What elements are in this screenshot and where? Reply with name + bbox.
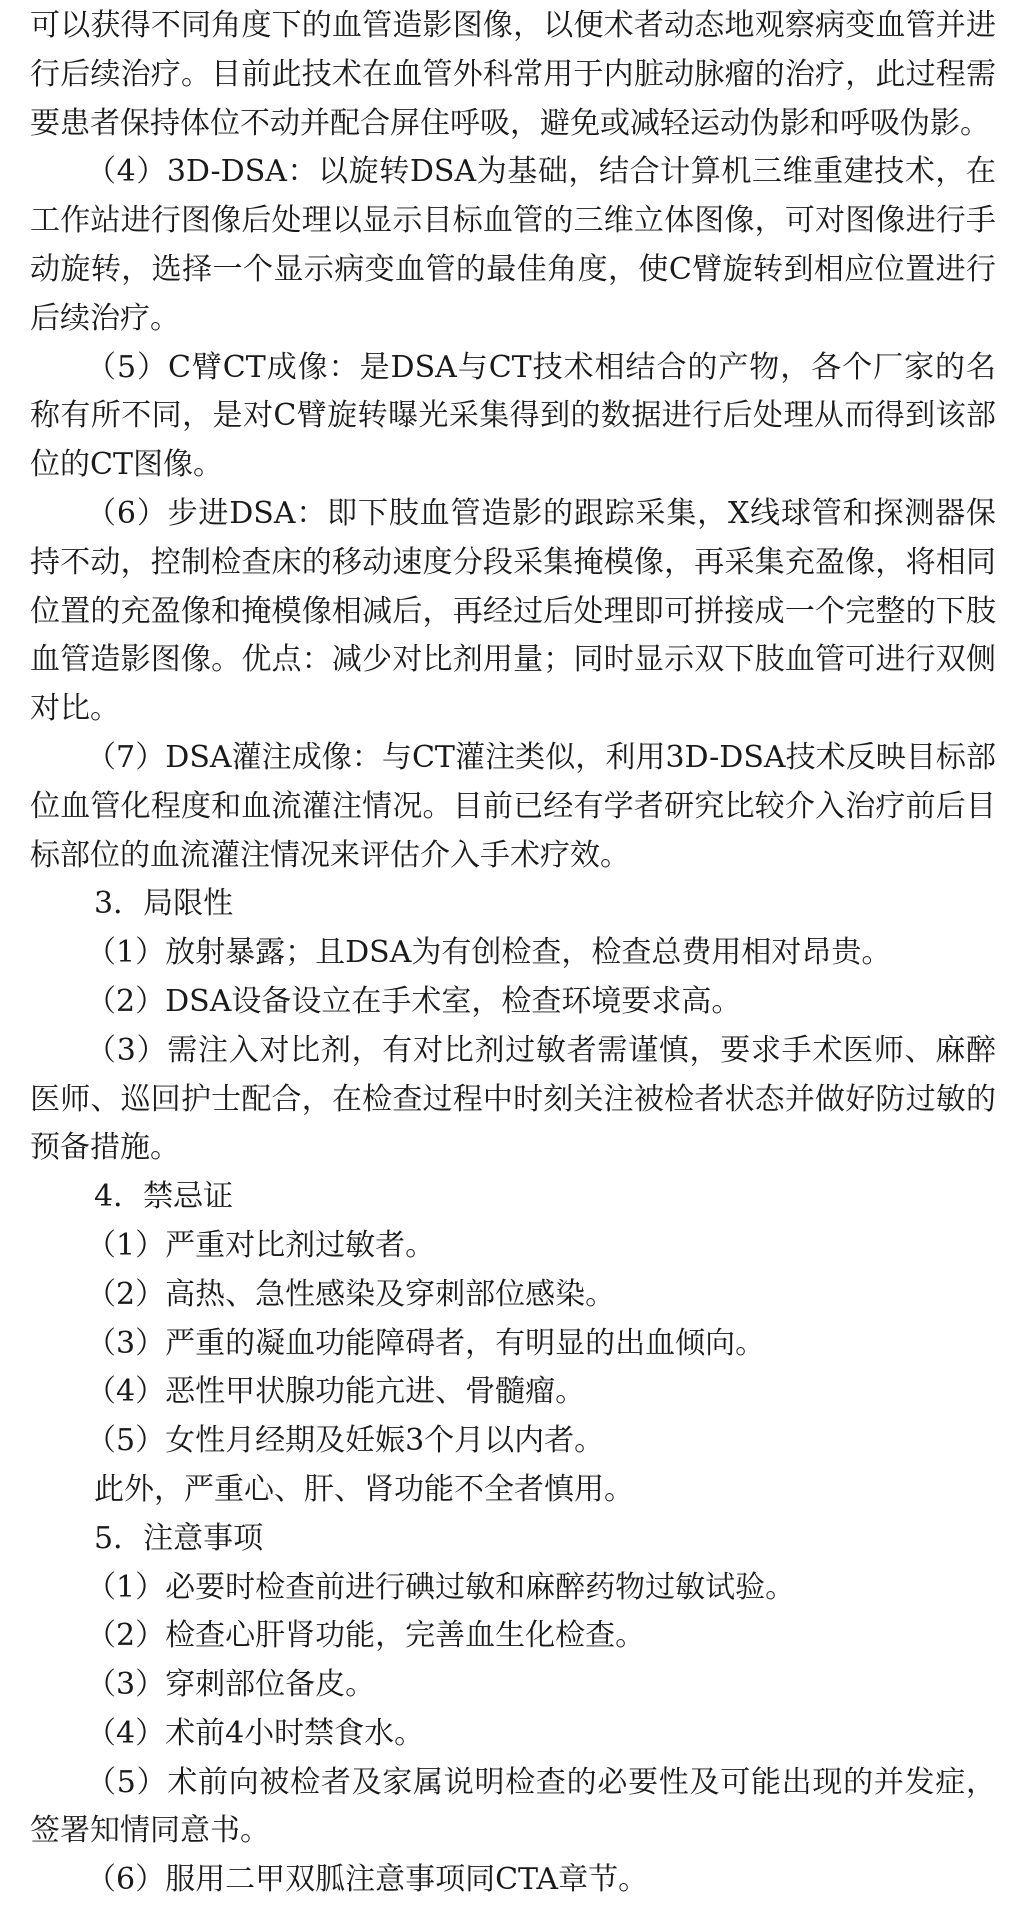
paragraph-continuation: 可以获得不同角度下的血管造影图像，以便术者动态地观察病变血管并进行后续治疗。目前此技术在血管外科常用于内脏动脉瘤的治疗，此过程需要患者保持体位不动并配合屏住呼吸，避免或减轻运动伪影和呼吸伪影。	[30, 8, 996, 141]
precaution-item-2: （2）检查心肝肾功能，完善血生化检查。	[86, 1618, 646, 1654]
document-body	[30, 2, 996, 1905]
paragraph-dsa-perfusion: （7）DSA灌注成像：与CT灌注类似，利用3D-DSA技术反映目标部位血管化程度和血流灌注情况。目前已经有学者研究比较介入治疗前后目标部位的血流灌注情况来评估介入手术疗效。	[30, 739, 996, 873]
section-heading-contraindications: 4．禁忌证	[94, 1179, 234, 1215]
section-heading-limitations: 3．局限性	[94, 886, 234, 922]
precaution-item-4: （4）术前4小时禁食水。	[86, 1715, 425, 1751]
contraindication-note: 此外，严重心、肝、肾功能不全者慎用。	[94, 1471, 634, 1507]
contraindication-item-4: （4）恶性甲状腺功能亢进、骨髓瘤。	[86, 1374, 586, 1410]
contraindication-item-2: （2）高热、急性感染及穿刺部位感染。	[86, 1276, 616, 1312]
section-heading-precautions: 5．注意事项	[94, 1520, 264, 1556]
limitation-item-2: （2）DSA设备设立在手术室，检查环境要求高。	[86, 983, 742, 1019]
precaution-item-3: （3）穿刺部位备皮。	[86, 1667, 376, 1703]
limitation-item-3: （3）需注入对比剂，有对比剂过敏者需谨慎，要求手术医师、麻醉医师、巡回护士配合，在检查过程中时刻关注被检者状态并做好防过敏的预备措施。	[30, 1032, 996, 1166]
precaution-item-5: （5）术前向被检者及家属说明检查的必要性及可能出现的并发症，签署知情同意书。	[30, 1764, 996, 1849]
contraindication-item-1: （1）严重对比剂过敏者。	[86, 1227, 436, 1263]
limitation-item-1: （1）放射暴露；且DSA为有创检查，检查总费用相对昂贵。	[86, 935, 892, 971]
contraindication-item-5: （5）女性月经期及妊娠3个月以内者。	[86, 1423, 605, 1459]
precaution-item-6: （6）服用二甲双胍注意事项同CTA章节。	[86, 1862, 649, 1898]
contraindication-item-3: （3）严重的凝血功能障碍者，有明显的出血倾向。	[86, 1325, 766, 1361]
paragraph-stepping-dsa: （6）步进DSA：即下肢血管造影的跟踪采集，X线球管和探测器保持不动，控制检查床的移动速度分段采集掩模像，再采集充盈像，将相同位置的充盈像和掩模像相减后，再经过后处理即可拼接成一个完整的下肢血管造影图像。优点：减少对比剂用量；同时显示双下肢血管可进行双侧对比。	[30, 495, 996, 727]
precaution-item-1: （1）必要时检查前进行碘过敏和麻醉药物过敏试验。	[86, 1569, 796, 1605]
paragraph-3d-dsa: （4）3D-DSA：以旋转DSA为基础，结合计算机三维重建技术，在工作站进行图像后处理以显示目标血管的三维立体图像，可对图像进行手动旋转，选择一个显示病变血管的最佳角度，使C臂旋转到相应位置进行后续治疗。	[30, 154, 996, 336]
paragraph-c-arm-ct: （5）C臂CT成像：是DSA与CT技术相结合的产物，各个厂家的名称有所不同，是对C臂旋转曝光采集得到的数据进行后处理从而得到该部位的CT图像。	[30, 349, 996, 483]
